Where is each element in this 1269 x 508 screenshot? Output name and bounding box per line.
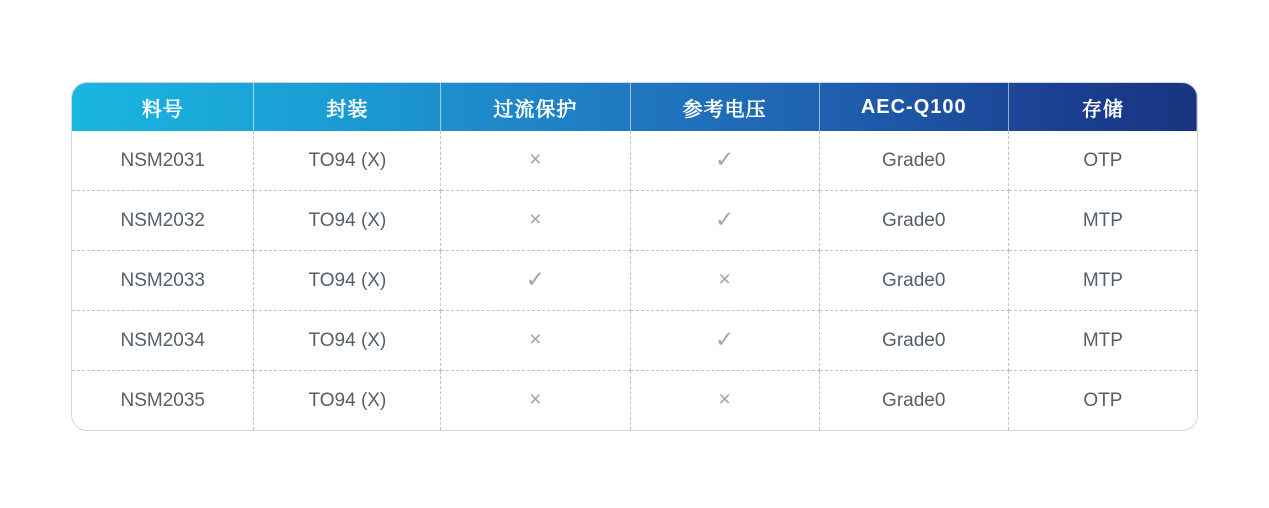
cell-overcurrent-protection: [441, 251, 630, 311]
cell-overcurrent-protection: [441, 371, 630, 431]
column-header-aec-q100: AEC-Q100: [819, 83, 1008, 131]
table-row: [72, 191, 1197, 251]
cell-overcurrent-protection: [441, 191, 630, 251]
cell-overcurrent-protection: [441, 311, 630, 371]
cell-aec-q100: Grade0: [819, 131, 1008, 191]
table-body: [72, 131, 1197, 430]
cell-memory: OTP: [1008, 371, 1197, 431]
cross-icon: ×: [529, 328, 542, 351]
cell-package: TO94 (X): [254, 371, 441, 431]
cross-icon: ×: [529, 148, 542, 171]
cell-part-number: NSM2032: [72, 191, 254, 251]
cell-reference-voltage: [630, 311, 819, 371]
cell-memory: OTP: [1008, 131, 1197, 191]
cell-reference-voltage: [630, 371, 819, 431]
table-row: [72, 371, 1197, 431]
cell-aec-q100: Grade0: [819, 191, 1008, 251]
cross-icon: ×: [529, 388, 542, 411]
cell-reference-voltage: [630, 131, 819, 191]
cell-part-number: NSM2031: [72, 131, 254, 191]
check-icon: ✓: [714, 206, 735, 232]
cell-memory: MTP: [1008, 191, 1197, 251]
column-header-overcurrent-protection: 过流保护: [441, 83, 630, 131]
cell-part-number: NSM2034: [72, 311, 254, 371]
cell-aec-q100: Grade0: [819, 371, 1008, 431]
cell-reference-voltage: [630, 191, 819, 251]
cell-aec-q100: Grade0: [819, 251, 1008, 311]
cell-part-number: NSM2033: [72, 251, 254, 311]
table-header: [72, 83, 1197, 131]
check-icon: ✓: [714, 146, 735, 172]
column-header-reference-voltage: 参考电压: [630, 83, 819, 131]
table-row: [72, 131, 1197, 191]
column-header-part-number: 料号: [72, 83, 254, 131]
cell-memory: MTP: [1008, 311, 1197, 371]
spec-table-container: [71, 82, 1198, 431]
cell-package: TO94 (X): [254, 131, 441, 191]
cell-package: TO94 (X): [254, 311, 441, 371]
cell-reference-voltage: [630, 251, 819, 311]
table-header-row: [72, 83, 1197, 131]
table-row: [72, 251, 1197, 311]
cross-icon: ×: [718, 268, 731, 291]
cell-overcurrent-protection: [441, 131, 630, 191]
cell-package: TO94 (X): [254, 251, 441, 311]
column-header-package: 封装: [254, 83, 441, 131]
cell-aec-q100: Grade0: [819, 311, 1008, 371]
spec-table: [72, 83, 1197, 430]
cell-part-number: NSM2035: [72, 371, 254, 431]
check-icon: ✓: [525, 266, 546, 292]
cell-memory: MTP: [1008, 251, 1197, 311]
cross-icon: ×: [529, 208, 542, 231]
check-icon: ✓: [714, 326, 735, 352]
cross-icon: ×: [718, 388, 731, 411]
cell-package: TO94 (X): [254, 191, 441, 251]
column-header-memory: 存储: [1081, 98, 1124, 121]
table-row: [72, 311, 1197, 371]
